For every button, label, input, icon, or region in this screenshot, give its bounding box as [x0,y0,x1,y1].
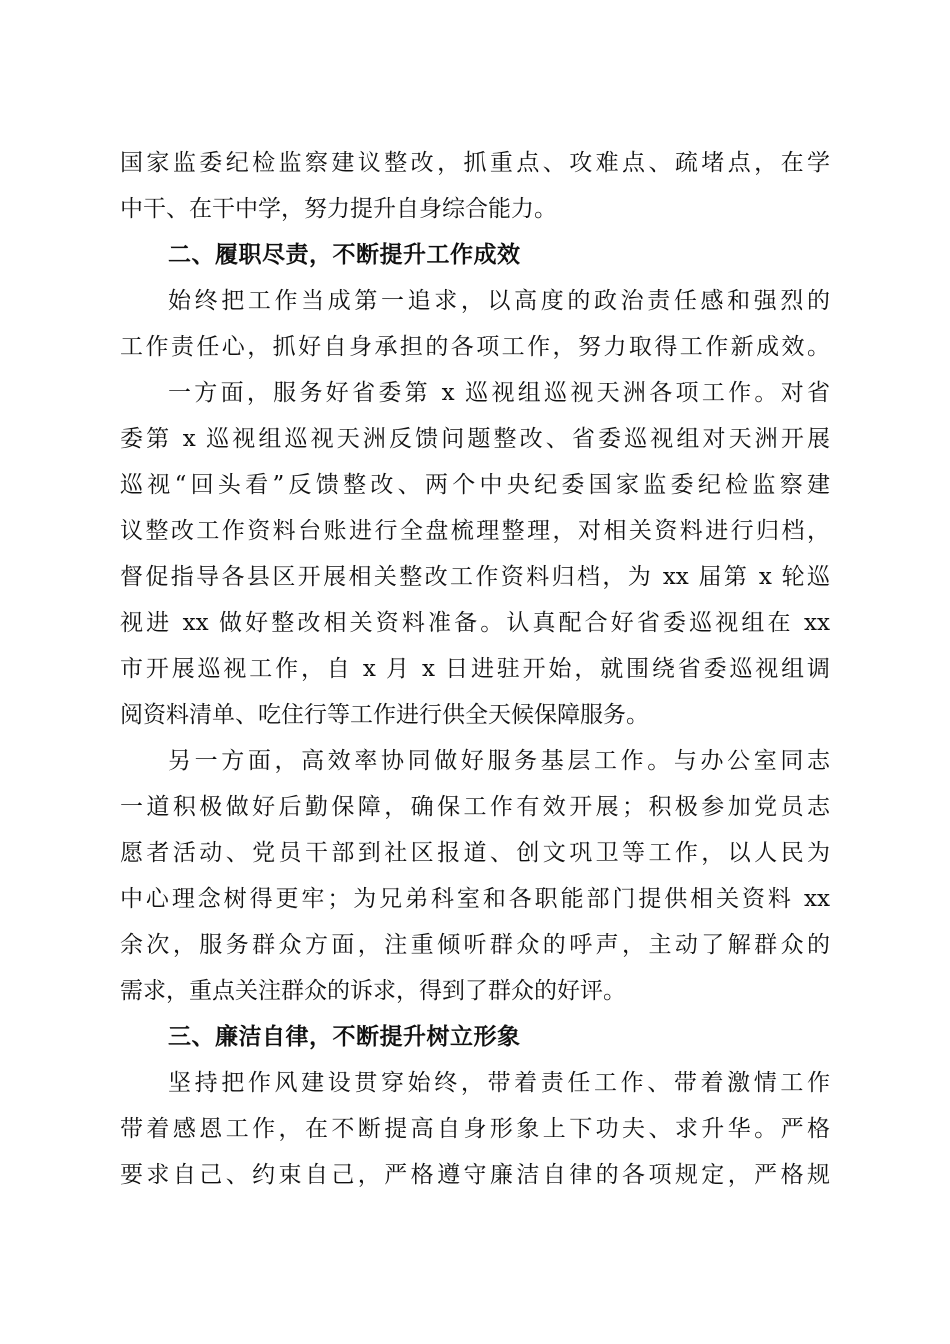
paragraph-line: 一方面，服务好省委第 x 巡视组巡视天洲各项工作。对省 [168,380,830,406]
paragraph-line: 督促指导各县区开展相关整改工作资料归档，为 xx 届第 x 轮巡 [120,564,830,590]
section-heading-2: 二、履职尽责，不断提升工作成效 [168,242,521,268]
section-heading-3: 三、廉洁自律，不断提升树立形象 [168,1024,521,1050]
paragraph-line: 中干、在干中学，努力提升自身综合能力。 [120,196,557,222]
paragraph-line: 余次，服务群众方面，注重倾听群众的呼声，主动了解群众的 [120,932,830,958]
paragraph-line: 愿者活动、党员干部到社区报道、创文巩卫等工作，以人民为 [120,840,830,866]
paragraph-line: 带着感恩工作，在不断提高自身形象上下功夫、求升华。严格 [120,1116,830,1142]
paragraph-line: 始终把工作当成第一追求，以高度的政治责任感和强烈的 [168,288,830,314]
paragraph-line: 中心理念树得更牢；为兄弟科室和各职能部门提供相关资料 xx [120,886,830,912]
paragraph-line: 国家监委纪检监察建议整改，抓重点、攻难点、疏堵点，在学 [120,150,830,176]
paragraph-line: 要求自己、约束自己，严格遵守廉洁自律的各项规定，严格规 [120,1162,830,1188]
paragraph-line: 坚持把作风建设贯穿始终，带着责任工作、带着激情工作 [168,1070,830,1096]
paragraph-line: 另一方面，高效率协同做好服务基层工作。与办公室同志 [168,748,830,774]
paragraph-line: 委第 x 巡视组巡视天洲反馈问题整改、省委巡视组对天洲开展 [120,426,830,452]
paragraph-line: 阅资料清单、吃住行等工作进行供全天候保障服务。 [120,702,649,728]
paragraph-line: 需求，重点关注群众的诉求，得到了群众的好评。 [120,978,626,1004]
paragraph-line: 一道积极做好后勤保障，确保工作有效开展；积极参加党员志 [120,794,830,820]
paragraph-line: 市开展巡视工作，自 x 月 x 日进驻开始，就围绕省委巡视组调 [120,656,830,682]
paragraph-line: 工作责任心，抓好自身承担的各项工作，努力取得工作新成效。 [120,334,830,360]
paragraph-line: 视进 xx 做好整改相关资料准备。认真配合好省委巡视组在 xx [120,610,830,636]
paragraph-line: 议整改工作资料台账进行全盘梳理整理，对相关资料进行归档， [120,518,830,544]
paragraph-line: 巡视“回头看”反馈整改、两个中央纪委国家监委纪检监察建 [120,472,830,498]
